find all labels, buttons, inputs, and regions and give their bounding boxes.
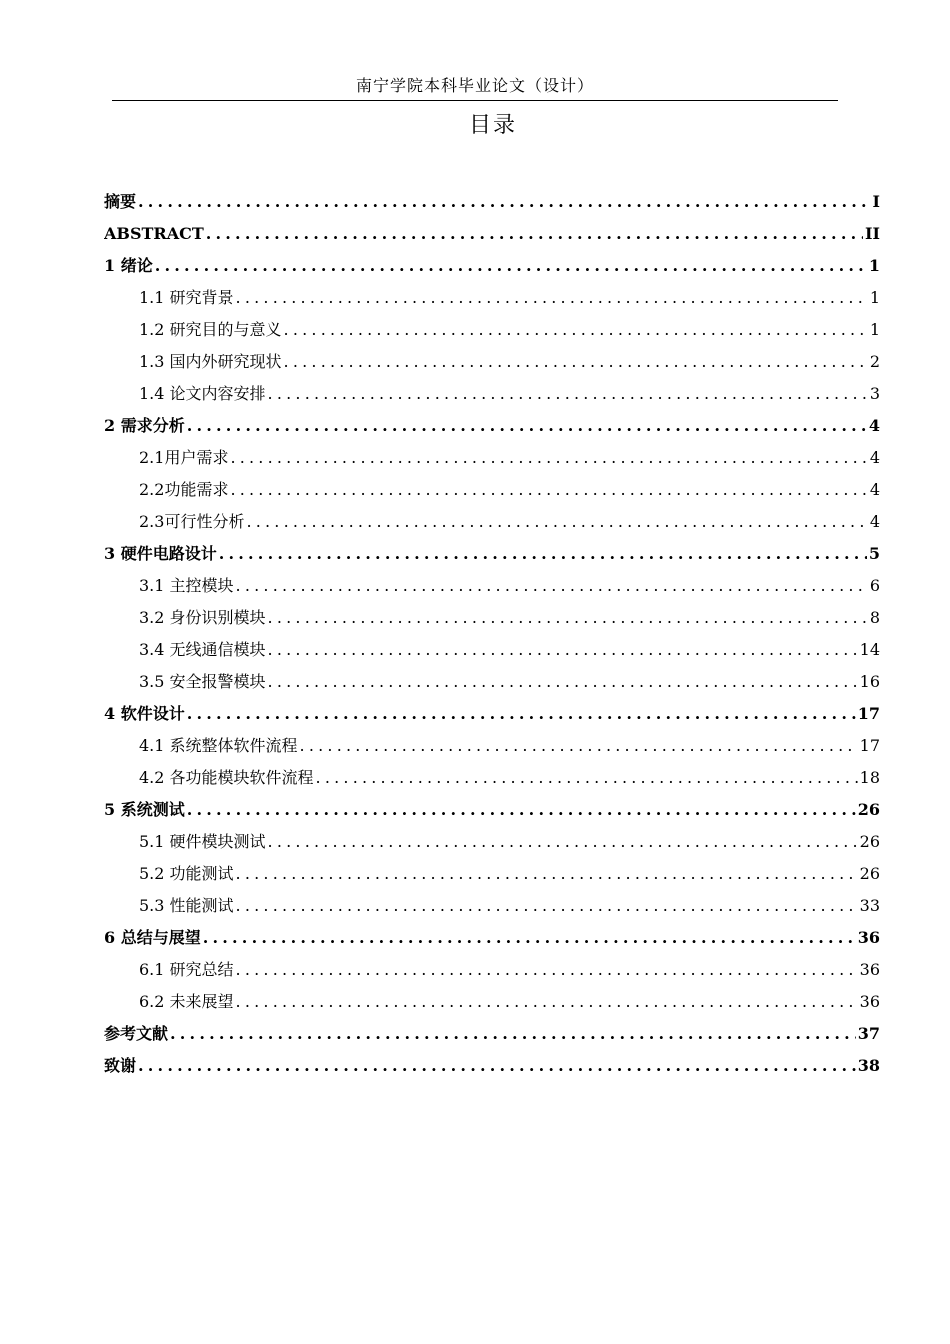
toc-entry-page-number: 1 (869, 320, 880, 339)
toc-chapter-entry[interactable] (104, 244, 880, 276)
toc-entry-label: 2.1用户需求 (139, 448, 229, 467)
toc-entry-label: ABSTRACT (104, 224, 204, 243)
toc-dot-leader (284, 320, 868, 340)
toc-section-entry[interactable] (104, 756, 880, 788)
toc-dot-leader (236, 992, 858, 1012)
toc-dot-leader (138, 192, 871, 212)
toc-dot-leader (268, 672, 858, 692)
toc-entry-label: 2.3可行性分析 (139, 512, 245, 531)
toc-entry-page-number: 38 (857, 1056, 880, 1075)
toc-chapter-entry[interactable] (104, 212, 880, 244)
toc-entry-label: 1.2 研究目的与意义 (139, 320, 282, 339)
toc-section-entry[interactable] (104, 980, 880, 1012)
toc-dot-leader (187, 416, 867, 436)
toc-entry-page-number: 18 (859, 768, 880, 787)
toc-dot-leader (246, 512, 867, 532)
toc-section-entry[interactable] (104, 372, 880, 404)
toc-chapter-entry[interactable] (104, 404, 880, 436)
toc-entry-page-number: 26 (859, 864, 880, 883)
header-rule (112, 100, 838, 101)
toc-entry-page-number: 1 (869, 288, 880, 307)
toc-dot-leader (268, 384, 868, 404)
toc-entry-page-number: 6 (869, 576, 880, 595)
toc-section-entry[interactable] (104, 276, 880, 308)
toc-entry-page-number: 4 (869, 512, 880, 531)
toc-dot-leader (236, 896, 858, 916)
toc-entry-page-number: 1 (868, 256, 880, 275)
toc-dot-leader (203, 928, 856, 948)
toc-entry-page-number: 5 (868, 544, 880, 563)
toc-entry-page-number: 36 (859, 992, 880, 1011)
toc-chapter-entry[interactable] (104, 180, 880, 212)
toc-entry-label: 2.2功能需求 (139, 480, 229, 499)
toc-section-entry[interactable] (104, 852, 880, 884)
toc-dot-leader (155, 256, 867, 276)
toc-entry-label: 3.2 身份识别模块 (139, 608, 266, 627)
toc-dot-leader (236, 576, 868, 596)
toc-entry-page-number: I (872, 192, 880, 211)
toc-dot-leader (230, 480, 867, 500)
toc-entry-label: 摘要 (104, 192, 137, 211)
toc-title: 目录 (468, 113, 517, 138)
toc-entry-label: 6.2 未来展望 (139, 992, 234, 1011)
toc-dot-leader (268, 640, 858, 660)
toc-section-entry[interactable] (104, 884, 880, 916)
toc-chapter-entry[interactable] (104, 532, 880, 564)
toc-entry-page-number: 33 (859, 896, 880, 915)
toc-section-entry[interactable] (104, 468, 880, 500)
toc-entry-label: 4.2 各功能模块软件流程 (139, 768, 314, 787)
toc-entry-label: 6 总结与展望 (104, 928, 201, 947)
toc-dot-leader (236, 864, 858, 884)
toc-entry-page-number: 14 (859, 640, 880, 659)
toc-entry-page-number: 26 (859, 832, 880, 851)
toc-entry-label: 4 软件设计 (104, 704, 185, 723)
toc-section-entry[interactable] (104, 308, 880, 340)
toc-entry-page-number: 37 (857, 1024, 880, 1043)
toc-entry-page-number: 2 (869, 352, 880, 371)
toc-dot-leader (219, 544, 867, 564)
toc-section-entry[interactable] (104, 948, 880, 980)
toc-entry-page-number: 36 (857, 928, 880, 947)
toc-entry-page-number: 36 (859, 960, 880, 979)
toc-section-entry[interactable] (104, 340, 880, 372)
toc-dot-leader (170, 1024, 856, 1044)
toc-entry-label: 致谢 (104, 1056, 137, 1075)
toc-dot-leader (268, 832, 858, 852)
toc-entry-page-number: 4 (869, 480, 880, 499)
toc-dot-leader (268, 608, 868, 628)
toc-entry-page-number: 3 (869, 384, 880, 403)
toc-section-entry[interactable] (104, 724, 880, 756)
toc-entry-label: 6.1 研究总结 (139, 960, 234, 979)
toc-entry-label: 参考文献 (104, 1024, 169, 1043)
toc-entry-label: 5.1 硬件模块测试 (139, 832, 266, 851)
toc-entry-label: 1.1 研究背景 (139, 288, 234, 307)
toc-section-entry[interactable] (104, 820, 880, 852)
toc-entry-label: 5 系统测试 (104, 800, 185, 819)
toc-entry-page-number: 16 (859, 672, 880, 691)
toc-dot-leader (284, 352, 868, 372)
toc-entry-page-number: 8 (869, 608, 880, 627)
toc-section-entry[interactable] (104, 628, 880, 660)
toc-entry-page-number: 4 (868, 416, 880, 435)
toc-chapter-entry[interactable] (104, 692, 880, 724)
toc-dot-leader (187, 800, 856, 820)
toc-entry-label: 2 需求分析 (104, 416, 185, 435)
toc-entry-label: 4.1 系统整体软件流程 (139, 736, 298, 755)
toc-entry-label: 1.3 国内外研究现状 (139, 352, 282, 371)
toc-section-entry[interactable] (104, 564, 880, 596)
toc-entry-label: 3.4 无线通信模块 (139, 640, 266, 659)
toc-chapter-entry[interactable] (104, 916, 880, 948)
toc-dot-leader (230, 448, 867, 468)
toc-section-entry[interactable] (104, 500, 880, 532)
toc-entry-label: 5.3 性能测试 (139, 896, 234, 915)
toc-entry-label: 1.4 论文内容安排 (139, 384, 266, 403)
toc-entry-page-number: 17 (857, 704, 880, 723)
toc-dot-leader (300, 736, 858, 756)
toc-dot-leader (236, 960, 858, 980)
table-of-contents (104, 180, 880, 1076)
toc-entry-label: 3.5 安全报警模块 (139, 672, 266, 691)
toc-entry-label: 1 绪论 (104, 256, 153, 275)
toc-chapter-entry[interactable] (104, 1044, 880, 1076)
toc-chapter-entry[interactable] (104, 1012, 880, 1044)
toc-entry-page-number: 4 (869, 448, 880, 467)
toc-section-entry[interactable] (104, 660, 880, 692)
toc-entry-page-number: 17 (859, 736, 880, 755)
toc-dot-leader (236, 288, 868, 308)
toc-section-entry[interactable] (104, 436, 880, 468)
toc-dot-leader (316, 768, 858, 788)
running-header: 南宁学院本科毕业论文（设计） (355, 76, 594, 95)
toc-dot-leader (187, 704, 856, 724)
toc-entry-page-number: II (865, 224, 880, 243)
toc-dot-leader (138, 1056, 856, 1076)
toc-entry-label: 3 硬件电路设计 (104, 544, 217, 563)
toc-chapter-entry[interactable] (104, 788, 880, 820)
toc-dot-leader (206, 224, 863, 244)
toc-entry-label: 3.1 主控模块 (139, 576, 234, 595)
toc-entry-label: 5.2 功能测试 (139, 864, 234, 883)
toc-section-entry[interactable] (104, 596, 880, 628)
toc-entry-page-number: 26 (857, 800, 880, 819)
